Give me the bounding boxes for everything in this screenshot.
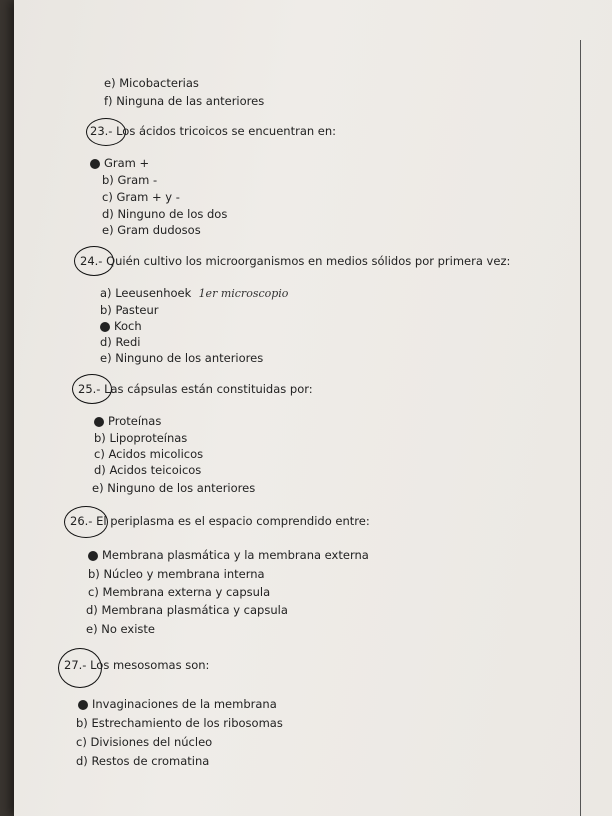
question-24-option-b: b) Pasteur — [100, 303, 159, 317]
question-26-option-b: b) Núcleo y membrana interna — [88, 567, 265, 581]
question-26-option-a: Membrana plasmática y la membrana externa — [88, 548, 369, 562]
answer-mark-icon — [90, 159, 100, 169]
question-27-option-c: c) Divisiones del núcleo — [76, 735, 213, 749]
question-26-option-d: d) Membrana plasmática y capsula — [86, 603, 288, 617]
margin-rule — [580, 40, 581, 816]
prev-option-f: f) Ninguna de las anteriores — [104, 94, 265, 108]
question-23-option-e: e) Gram dudosos — [102, 223, 201, 237]
exam-page — [14, 0, 612, 816]
question-25-option-b: b) Lipoproteínas — [94, 431, 188, 445]
question-27-option-a: Invaginaciones de la membrana — [78, 697, 277, 711]
question-27-option-d: d) Restos de cromatina — [76, 754, 210, 768]
question-24-title: 24.- Quién cultivo los microorganismos en medios sólidos por primera vez: — [80, 254, 511, 268]
answer-mark-icon — [88, 551, 98, 561]
question-23-option-a: Gram + — [90, 156, 149, 170]
question-23-option-d: d) Ninguno de los dos — [102, 207, 228, 221]
question-26-option-c: c) Membrana externa y capsula — [88, 585, 271, 599]
question-23-option-b: b) Gram - — [102, 173, 158, 187]
question-24-option-d: d) Redi — [100, 335, 141, 349]
question-27-option-b: b) Estrechamiento de los ribosomas — [76, 716, 283, 730]
question-23-option-c: c) Gram + y - — [102, 190, 180, 204]
prev-option-e: e) Micobacterias — [104, 76, 199, 90]
answer-mark-icon — [100, 322, 110, 332]
answer-mark-icon — [94, 417, 104, 427]
answer-mark-icon — [78, 700, 88, 710]
question-24-option-a: a) Leeusenhoek 1er microscopio — [100, 286, 289, 300]
question-24-option-c: Koch — [100, 319, 142, 333]
question-25-option-d: d) Acidos teicoicos — [94, 463, 202, 477]
question-25-option-a: Proteínas — [94, 414, 161, 428]
handwritten-note: 1er microscopio — [198, 287, 289, 300]
question-23-title: 23.- Los ácidos tricoicos se encuentran en: — [90, 124, 337, 138]
question-26-option-e: e) No existe — [86, 622, 155, 636]
question-24-option-e: e) Ninguno de los anteriores — [100, 351, 264, 365]
question-25-option-e: e) Ninguno de los anteriores — [92, 481, 256, 495]
question-25-option-c: c) Acidos micolicos — [94, 447, 204, 461]
question-26-title: 26.- El periplasma es el espacio comprendido entre: — [70, 514, 370, 528]
question-27-title: 27.- Los mesosomas son: — [64, 658, 210, 672]
question-25-title: 25.- Las cápsulas están constituidas por: — [78, 382, 313, 396]
